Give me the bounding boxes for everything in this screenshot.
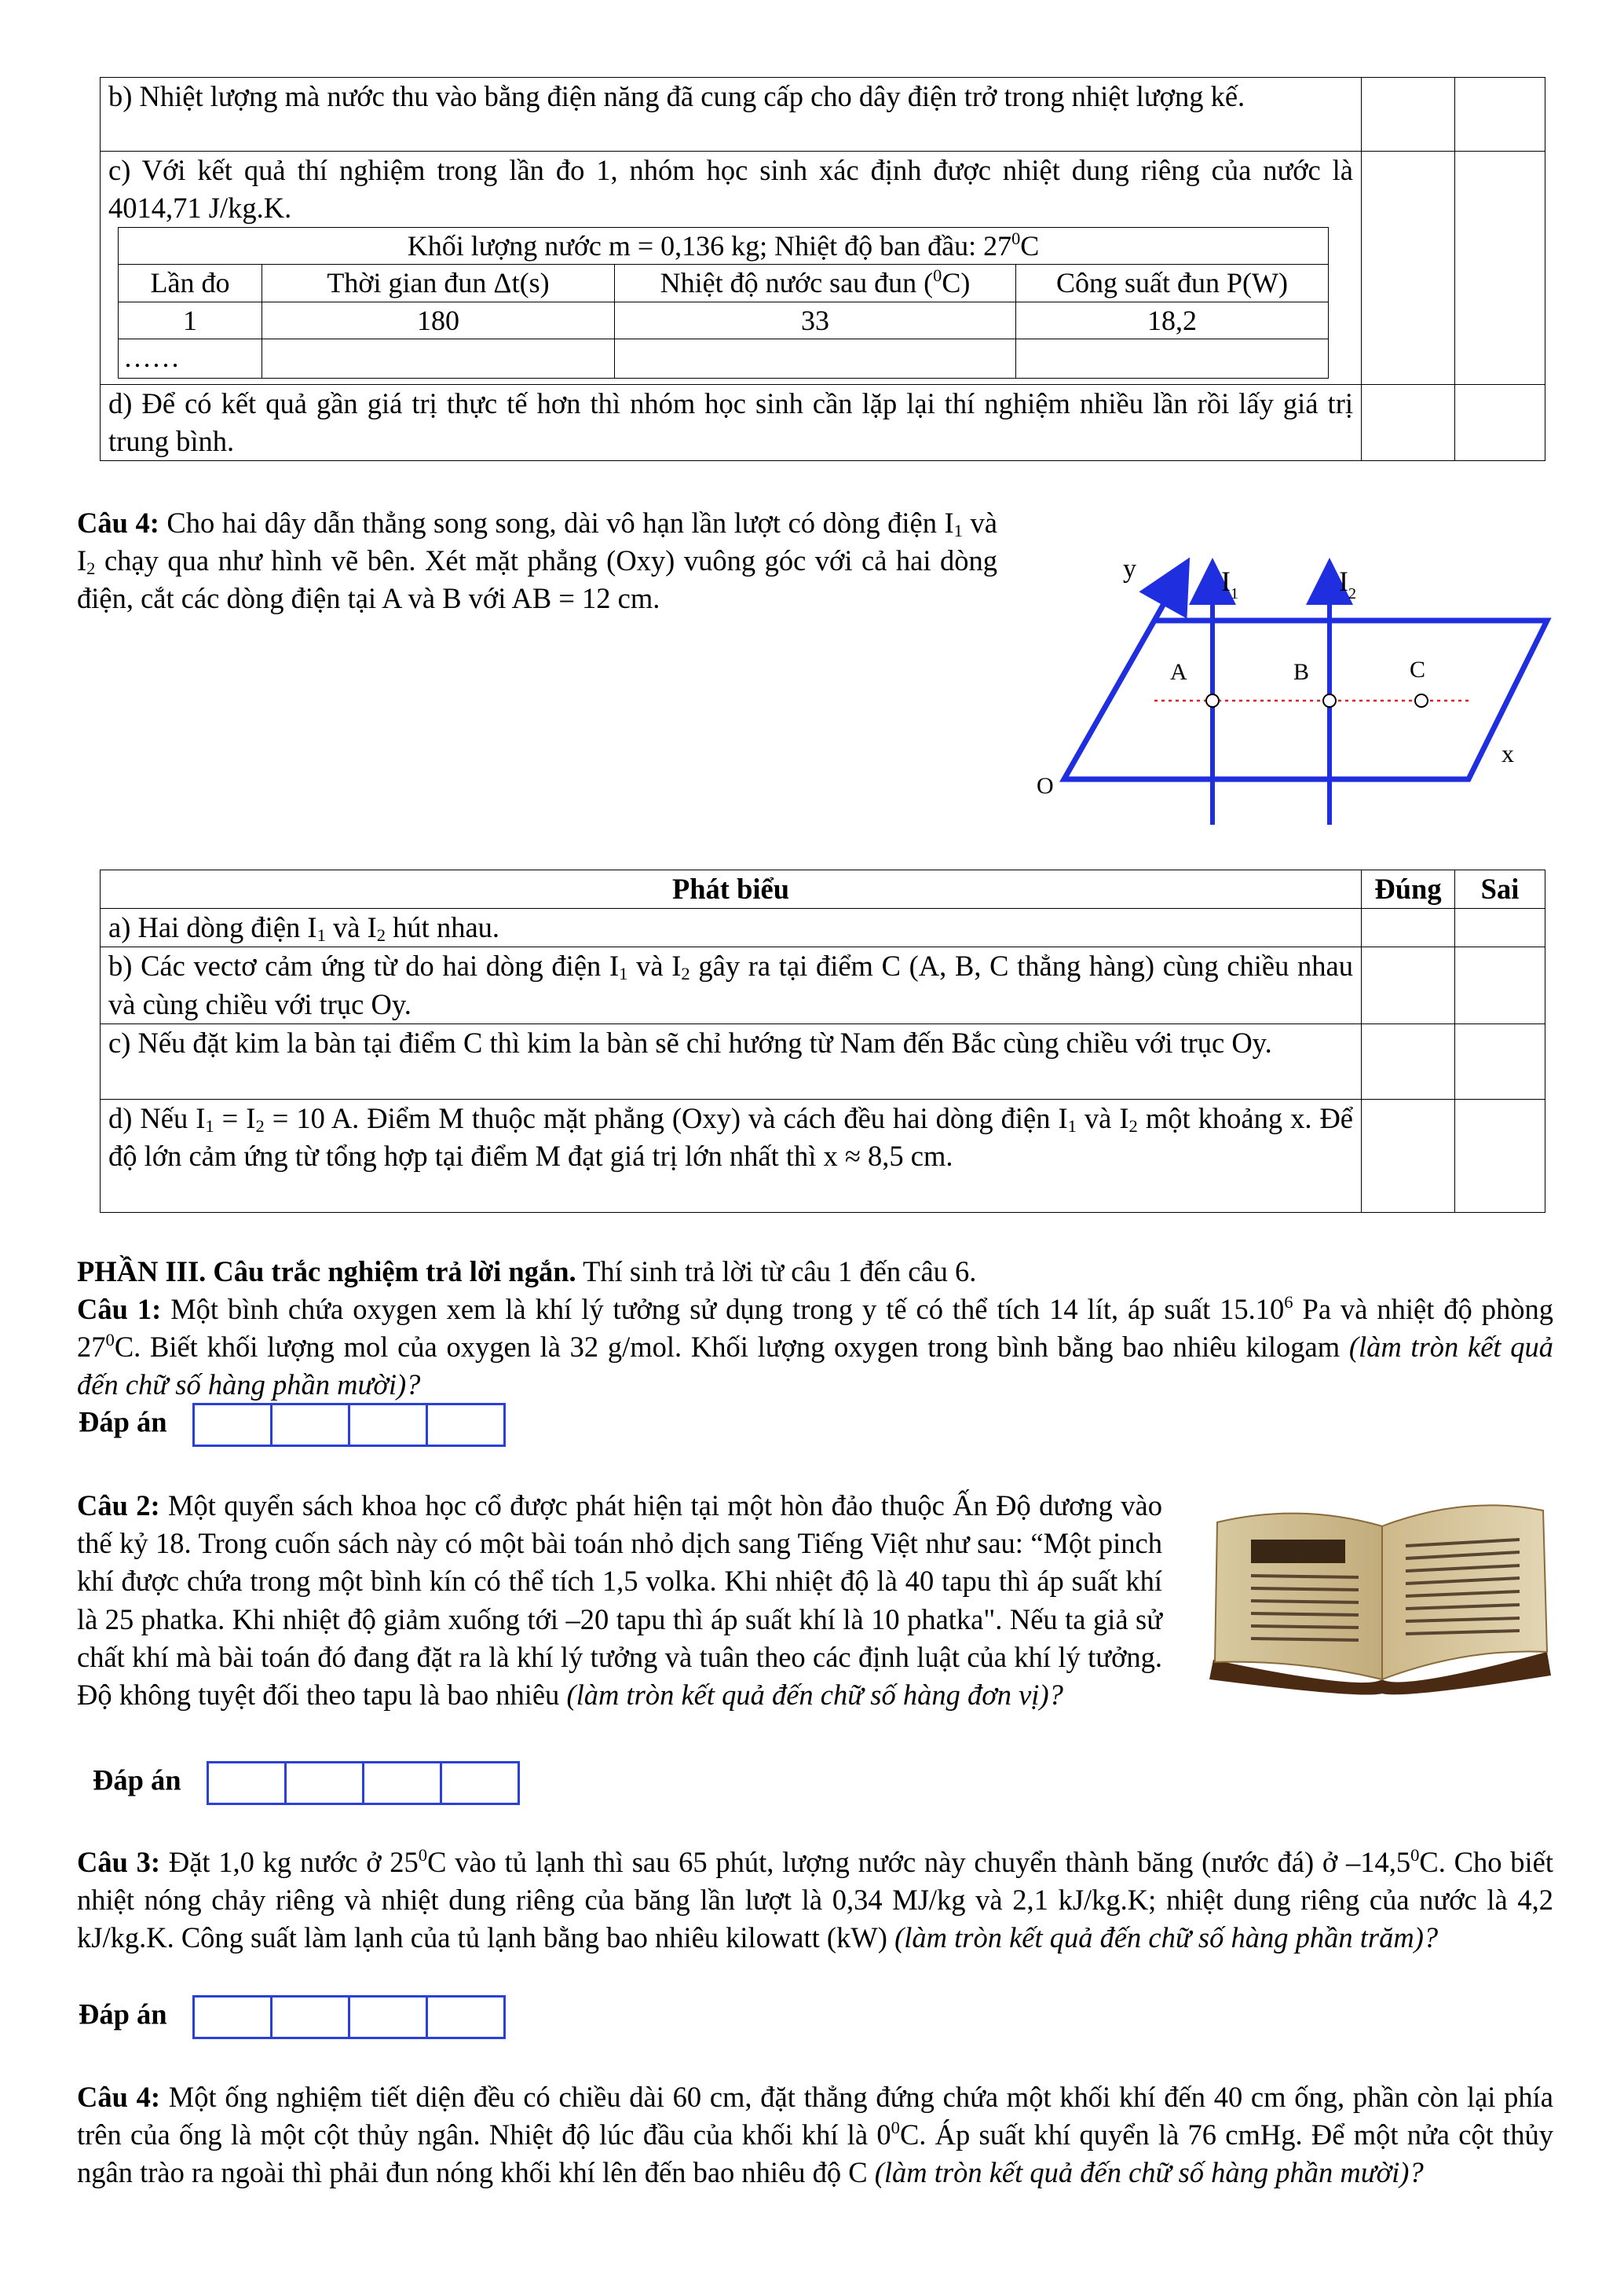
false-checkbox-cell[interactable] (1455, 152, 1545, 385)
x-label: x (1501, 739, 1514, 767)
statement-c: c) Nếu đặt kim la bàn tại điểm C thì kim la bàn sẽ chỉ hướng từ Nam đến Bắc cùng chiều với trục Oy. (101, 1023, 1362, 1099)
old-book-image (1205, 1491, 1555, 1695)
experiment-statement-table (100, 77, 1545, 461)
table-cell (262, 339, 615, 378)
header-dung: Đúng (1362, 870, 1455, 909)
answer-digit-box[interactable] (348, 1403, 428, 1447)
false-checkbox-cell[interactable] (1455, 1099, 1545, 1212)
statement-a: a) Hai dòng điện $I_1$ và $I_2$ hút nhau. (101, 909, 1362, 947)
header-thoi-gian: Thời gian đun Δt(s) (262, 265, 615, 302)
answer-digit-box[interactable] (440, 1761, 520, 1805)
header-lan-do: Lần đo (119, 265, 262, 302)
measurement-caption: Khối lượng nước m = 0,136 kg; Nhiệt độ ban đầu: $27^0C$ (119, 228, 1329, 265)
statement-c: c) Với kết quả thí nghiệm trong lần đo 1, nhóm học sinh xác định được nhiệt dung riêng của nước là 4014,71 J/kg.K. Khối lượng nước m = 0,136 kg; Nhiệt độ ban đầu: $27^0C$ Lần đo Thời gian đun Δt(s) Nhiệt độ nước sau đun ($^0$C) Công suất đun P(W) 1 180 33 18,2 …… (101, 152, 1362, 385)
header-nhiet-do: Nhiệt độ nước sau đun ($^0$C) (615, 265, 1016, 302)
header-phat-bieu: Phát biểu (101, 870, 1362, 909)
answer-label: Đáp án (93, 1763, 181, 1796)
answer-row-3 (79, 1995, 506, 2039)
answer-digit-box[interactable] (348, 1995, 428, 2039)
question-4b-text: Câu 4: Một ống nghiệm tiết diện đều có chiều dài 60 cm, đặt thẳng đứng chứa một khối khí đến 40 cm ống, phần còn lại phía trên của ống là một cột thủy ngân. Nhiệt độ lúc đầu của khối khí là $0^0C$. Áp suất khí quyển là 76 cmHg. Để một nửa cột thủy ngân trào ra ngoài thì phải đun nóng khối khí lên đến bao nhiêu độ C (làm tròn kết quả đến chữ số hàng phần mười)? (77, 2081, 1553, 2189)
i2-label: $I_2$ (1339, 566, 1356, 602)
true-checkbox-cell[interactable] (1362, 1099, 1455, 1212)
header-sai: Sai (1455, 870, 1545, 909)
false-checkbox-cell[interactable] (1455, 947, 1545, 1023)
answer-row-2 (93, 1761, 520, 1805)
y-label: y (1123, 555, 1136, 584)
question-4-text: Câu 4: Cho hai dây dẫn thẳng song song, dài vô hạn lần lượt có dòng điện $I_1$ và $I_2$ chạy qua như hình vẽ bên. Xét mặt phẳng (Oxy) vuông góc với cả hai dòng điện, cắt các dòng điện tại A và B với AB = 12 cm. (77, 507, 997, 615)
question-3-text: Câu 3: Đặt 1,0 kg nước ở $25^0C$ vào tủ lạnh thì sau 65 phút, lượng nước này chuyển thành băng (nước đá) ở –14,5$^0$C. Cho biết nhiệt nóng chảy riêng và nhiệt dung riêng của băng lần lượt là 0,34 MJ/kg và 2,1 kJ/kg.K; nhiệt dung riêng của nước là 4,2 kJ/kg.K. Công suất làm lạnh của tủ lạnh bằng bao nhiêu kilowatt (kW) (làm tròn kết quả đến chữ số hàng phần trăm)? (77, 1844, 1553, 1954)
answer-digit-box[interactable] (192, 1403, 272, 1447)
point-a (1206, 694, 1219, 707)
table-cell: 180 (262, 302, 615, 339)
answer-label: Đáp án (79, 1998, 167, 2031)
answer-row-1 (79, 1403, 506, 1447)
statement-table (100, 870, 1545, 1213)
answer-digit-box[interactable] (426, 1403, 506, 1447)
table-cell: 1 (119, 302, 262, 339)
point-b (1323, 694, 1336, 707)
o-label: O (1037, 773, 1054, 799)
c-label: C (1410, 657, 1426, 683)
answer-digit-box[interactable] (207, 1761, 287, 1805)
answer-boxes[interactable] (195, 1995, 506, 2039)
answer-boxes[interactable] (195, 1403, 506, 1447)
true-checkbox-cell[interactable] (1362, 152, 1455, 385)
false-checkbox-cell[interactable] (1455, 78, 1545, 152)
statement-b: b) Nhiệt lượng mà nước thu vào bằng điện năng đã cung cấp cho dây điện trở trong nhiệt lượng kế. (101, 78, 1362, 152)
header-cong-suat: Công suất đun P(W) (1016, 265, 1329, 302)
a-label: A (1170, 659, 1187, 685)
answer-digit-box[interactable] (192, 1995, 272, 2039)
false-checkbox-cell[interactable] (1455, 385, 1545, 461)
point-c (1415, 694, 1428, 707)
true-checkbox-cell[interactable] (1362, 78, 1455, 152)
answer-label: Đáp án (79, 1405, 167, 1438)
table-cell: 33 (615, 302, 1016, 339)
true-checkbox-cell[interactable] (1362, 1023, 1455, 1099)
y-axis-arrow (1154, 581, 1176, 621)
table-cell (615, 339, 1016, 378)
question-1-text: Câu 1: Một bình chứa oxygen xem là khí lý tưởng sử dụng trong y tế có thể tích 14 lít, áp suất 15.10$^6$ Pa và nhiệt độ phòng $27^0C$. Biết khối lượng mol của oxygen là 32 g/mol. Khối lượng oxygen trong bình bằng bao nhiêu kilogam (làm tròn kết quả đến chữ số hàng phần mười)? (77, 1291, 1553, 1401)
table-cell: 18,2 (1016, 302, 1329, 339)
i1-label: $I_1$ (1221, 566, 1238, 602)
answer-digit-box[interactable] (426, 1995, 506, 2039)
question-2-text: Câu 2: Một quyển sách khoa học cổ được phát hiện tại một hòn đảo thuộc Ấn Độ dương vào thế kỷ 18. Trong cuốn sách này có một bài toán nhỏ dịch sang Tiếng Việt như sau: “Một pinch khí được chứa trong một bình kín có thể tích 1,5 volka. Khi nhiệt độ là 40 tapu thì áp suất khí là 25 phatka. Khi nhiệt độ giảm xuống tới –20 tapu thì áp suất khí là 10 phatka". Nếu ta giả sử chất khí mà bài toán đó đang đặt ra là khí lý tưởng và tuân theo các định luật của khí lý tưởng. Độ không tuyệt đối theo tapu là bao nhiêu (làm tròn kết quả đến chữ số hàng đơn vị)? (77, 1489, 1162, 1711)
statement-d: d) Nếu $I_1 = I_2 = 10$ A. Điểm M thuộc mặt phẳng (Oxy) và cách đều hai dòng điện $I_1$ và $I_2$ một khoảng x. Để độ lớn cảm ứng từ tổng hợp tại điểm M đạt giá trị lớn nhất thì x ≈ 8,5 cm. (101, 1099, 1362, 1212)
answer-boxes[interactable] (209, 1761, 520, 1805)
measurement-table (118, 227, 1329, 378)
answer-digit-box[interactable] (284, 1761, 364, 1805)
table-cell (1016, 339, 1329, 378)
parallel-currents-figure (1021, 534, 1571, 848)
false-checkbox-cell[interactable] (1455, 909, 1545, 947)
table-cell: …… (119, 339, 262, 378)
statement-d: d) Để có kết quả gần giá trị thực tế hơn thì nhóm học sinh cần lặp lại thí nghiệm nhiều lần rồi lấy giá trị trung bình. (101, 385, 1362, 461)
answer-digit-box[interactable] (362, 1761, 442, 1805)
b-label: B (1293, 659, 1310, 685)
true-checkbox-cell[interactable] (1362, 947, 1455, 1023)
true-checkbox-cell[interactable] (1362, 909, 1455, 947)
statement-b: b) Các vectơ cảm ứng từ do hai dòng điện $I_1$ và $I_2$ gây ra tại điểm C (A, B, C thẳng hàng) cùng chiều nhau và cùng chiều với trục Oy. (101, 947, 1362, 1023)
answer-digit-box[interactable] (270, 1995, 350, 2039)
answer-digit-box[interactable] (270, 1403, 350, 1447)
true-checkbox-cell[interactable] (1362, 385, 1455, 461)
part-3-heading: PHẦN III. Câu trắc nghiệm trả lời ngắn. Thí sinh trả lời từ câu 1 đến câu 6. (77, 1255, 977, 1287)
false-checkbox-cell[interactable] (1455, 1023, 1545, 1099)
